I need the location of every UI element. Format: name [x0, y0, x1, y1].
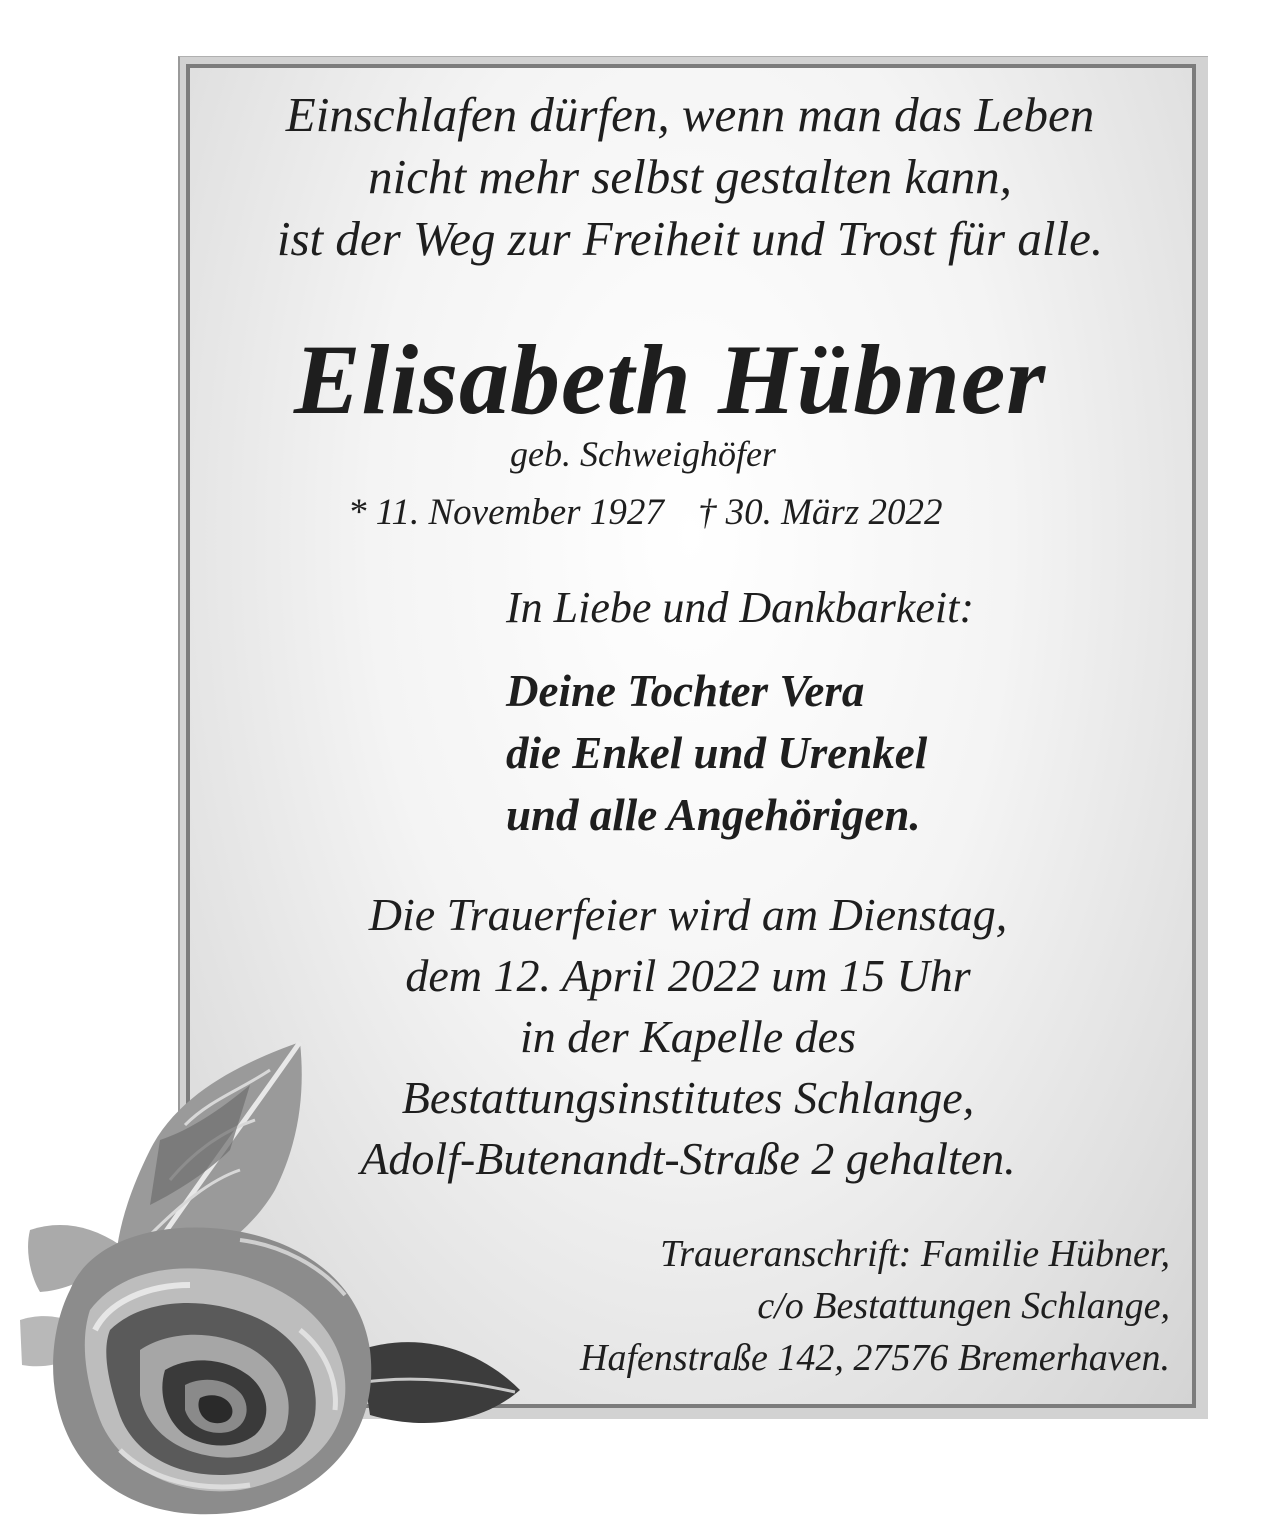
address-line: Traueranschrift: Familie Hübner, — [660, 1233, 1170, 1275]
ceremony-line: Die Trauerfeier wird am Dienstag, — [368, 889, 1008, 940]
life-dates — [348, 490, 1148, 536]
rose-icon — [0, 1030, 560, 1530]
thanks-line: In Liebe und Dankbarkeit: — [506, 583, 974, 632]
family-line: und alle Angehörigen. — [506, 790, 921, 840]
ceremony-line: in der Kapelle des — [520, 1011, 856, 1062]
family-line: die Enkel und Urenkel — [506, 728, 928, 778]
motto-line: ist der Weg zur Freiheit und Trost für alle. — [276, 211, 1104, 266]
family-signature — [506, 660, 1206, 846]
ceremony-line: dem 12. April 2022 um 15 Uhr — [405, 950, 971, 1001]
death-date: † 30. März 2022 — [697, 492, 943, 533]
address-line: c/o Bestattungen Schlange, — [757, 1285, 1170, 1327]
ceremony-line: Adolf-Butenandt-Straße 2 gehalten. — [360, 1133, 1016, 1184]
motto-line: Einschlafen dürfen, wenn man das Leben — [285, 87, 1095, 142]
family-line: Deine Tochter Vera — [506, 666, 865, 716]
motto-line: nicht mehr selbst gestalten kann, — [368, 149, 1012, 204]
address-line: Hafenstraße 142, 27576 Bremerhaven. — [580, 1337, 1170, 1379]
ceremony-line: Bestattungsinstitutes Schlange, — [401, 1072, 975, 1123]
maiden-name: geb. Schweighöfer — [510, 434, 776, 474]
deceased-name: Elisabeth Hübner — [293, 324, 1047, 435]
motto — [40, 84, 1280, 270]
birth-date: * 11. November 1927 — [348, 492, 664, 533]
